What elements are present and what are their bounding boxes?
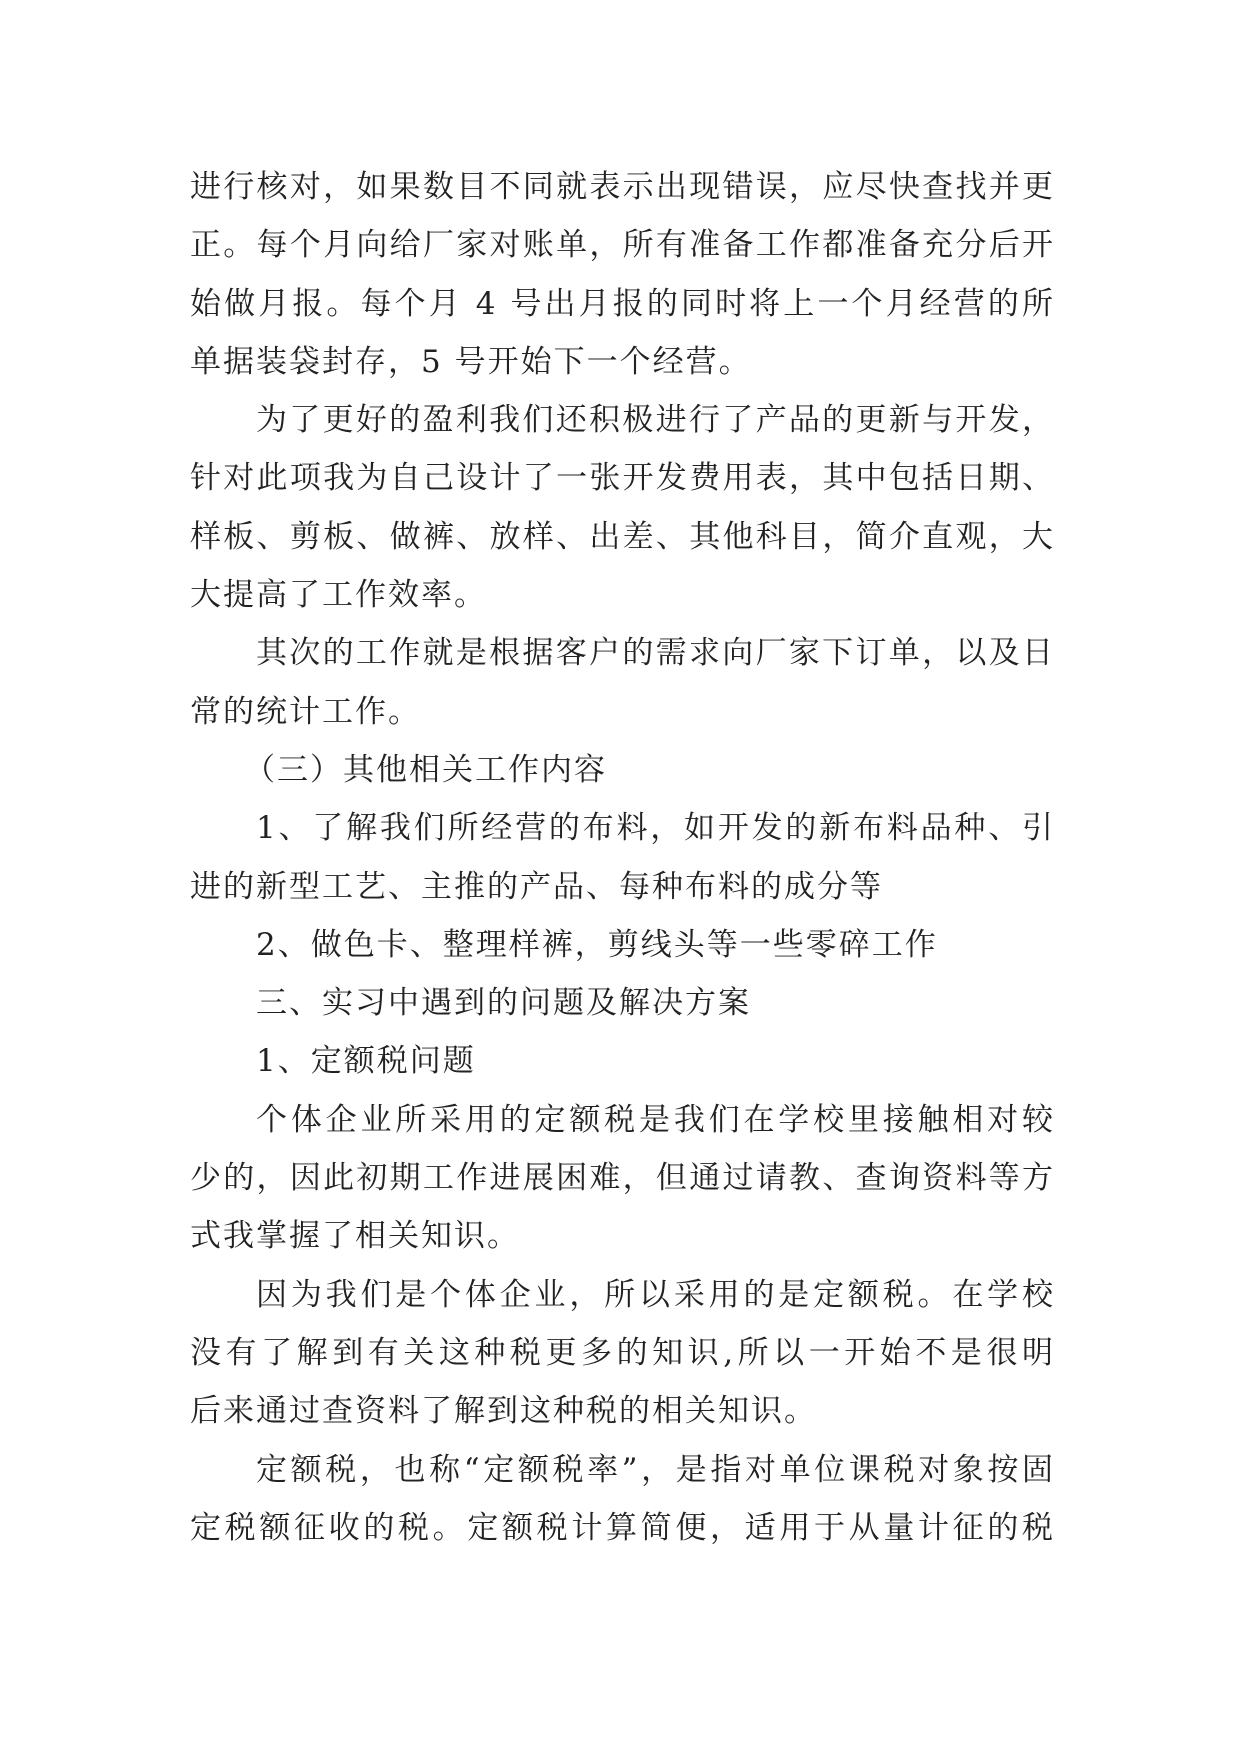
text-line-21: 没有了解到有关这种税更多的知识,所以一开始不是很明 xyxy=(190,1334,1055,1371)
text-line-8: 大提高了工作效率。 xyxy=(190,577,487,614)
text-line-5: 为了更好的盈利我们还积极进行了产品的更新与开发， xyxy=(256,402,1055,439)
text-line-20: 因为我们是个体企业，所以采用的是定额税。在学校 xyxy=(256,1276,1055,1313)
section-heading-problems: 三、实习中遇到的问题及解决方案 xyxy=(256,985,751,1022)
text-line-12: 1、了解我们所经营的布料，如开发的新布料品种、引 xyxy=(256,810,1055,847)
text-line-1: 进行核对，如果数目不同就表示出现错误，应尽快查找并更 xyxy=(190,169,1055,205)
text-line-23: 定额税，也称“定额税率”，是指对单位课税对象按固 xyxy=(256,1451,1055,1488)
text-line-3: 始做月报。每个月 4 号出月报的同时将上一个月经营的所 xyxy=(190,285,1055,322)
body-text xyxy=(190,158,1055,1557)
text-line-2: 正。每个月向给厂家对账单，所有准备工作都准备充分后开 xyxy=(190,227,1055,264)
text-line-19: 式我掌握了相关知识。 xyxy=(190,1218,520,1255)
text-line-17: 个体企业所采用的定额税是我们在学校里接触相对较 xyxy=(256,1101,1055,1138)
text-line-7: 样板、剪板、做裤、放样、出差、其他科目，简介直观，大 xyxy=(190,518,1055,555)
subheading-quota-tax: 1、定额税问题 xyxy=(256,1043,476,1080)
text-line-10: 常的统计工作。 xyxy=(190,693,421,730)
text-line-14: 2、做色卡、整理样裤，剪线头等一些零碎工作 xyxy=(256,926,938,963)
text-line-22: 后来通过查资料了解到这种税的相关知识。 xyxy=(190,1393,817,1430)
section-heading-other-work: （三）其他相关工作内容 xyxy=(244,751,607,788)
text-line-24: 定税额征收的税。定额税计算简便，适用于从量计征的税 xyxy=(190,1509,1055,1546)
text-line-13: 进的新型工艺、主推的产品、每种布料的成分等 xyxy=(190,868,883,905)
text-line-4: 单据装袋封存，5 号开始下一个经营。 xyxy=(190,343,752,380)
text-line-9: 其次的工作就是根据客户的需求向厂家下订单，以及日 xyxy=(256,635,1055,672)
text-line-18: 少的，因此初期工作进展困难，但通过请教、查询资料等方 xyxy=(190,1160,1055,1197)
text-line-6: 针对此项我为自己设计了一张开发费用表，其中包括日期、 xyxy=(190,460,1055,497)
